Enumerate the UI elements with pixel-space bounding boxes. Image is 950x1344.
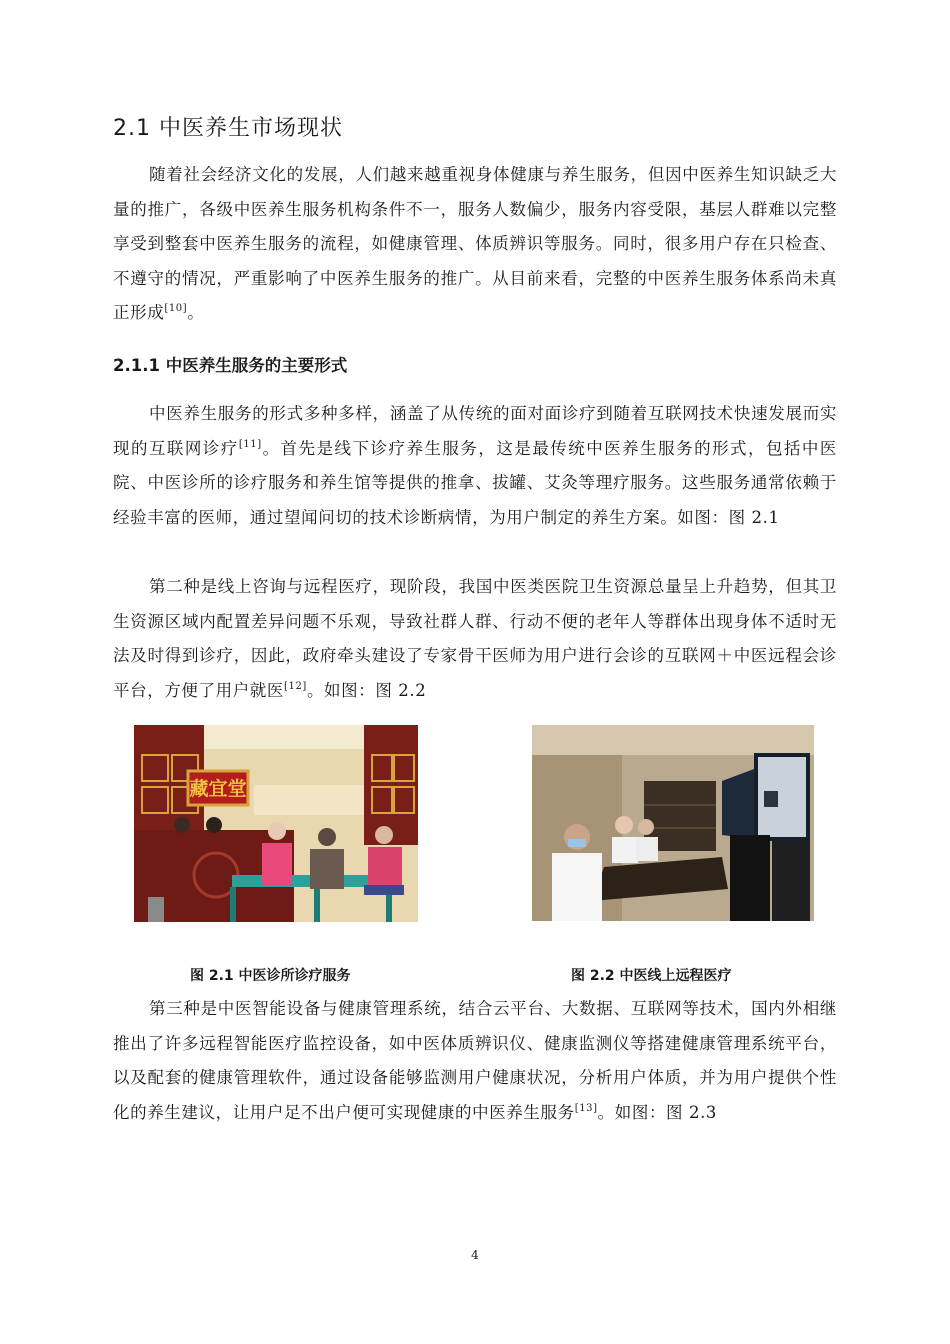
intro-end: 。	[187, 303, 205, 323]
p3-text-b: 。如图：图 2.3	[597, 1102, 718, 1122]
paragraph-2	[113, 570, 837, 708]
paragraph-1	[113, 397, 837, 535]
citation-12[interactable]: [12]	[284, 680, 307, 692]
p2-text-a: 第二种是线上咨询与远程医疗，现阶段，我国中医类医院卫生资源总量呈上升趋势，但其卫生资源区域内配置差异问题不乐观，导致社群人群、行动不便的老年人等群体出现身体不适时无法及时得到诊疗，因此，政府牵头建设了专家骨干医师为用户进行会诊的互联网＋中医远程会诊平台，方便了用户就医	[113, 577, 837, 700]
citation-13[interactable]: [13]	[574, 1102, 598, 1114]
clinic-sign-text: 藏宜堂	[189, 778, 247, 800]
p1-text-a: 中医养生服务的形式多种多样，涵盖了从传统的面对面诊疗到随着互联网技术快速发展而实现的互联网诊疗	[113, 404, 837, 458]
page-number: 4	[471, 1248, 479, 1262]
p2-text-b: 。如图：图 2.2	[306, 680, 427, 700]
p1-text-b: 。首先是线下诊疗养生服务，这是最传统中医养生服务的形式，包括中医院、中医诊所的诊疗服务和养生馆等提供的推拿、拔罐、艾灸等理疗服务。这些服务通常依赖于经验丰富的医师，通过望闻问切的技术诊断病情，为用户制定的养生方案。如图：图 2.1	[113, 438, 838, 527]
citation-11[interactable]: [11]	[238, 438, 262, 450]
figure-2-1-photo	[134, 725, 418, 922]
telemedicine-photo-illustration	[532, 725, 814, 921]
figure-2-1-caption: 图 2.1 中医诊所诊疗服务	[190, 968, 351, 984]
p3-text-a: 第三种是中医智能设备与健康管理系统，结合云平台、大数据、互联网等技术，国内外相继推出了许多远程智能医疗监控设备，如中医体质辨识仪、健康监测仪等搭建健康管理系统平台，以及配套的健康管理软件，通过设备能够监测用户健康状况，分析用户体质，并为用户提供个性化的养生建议，让用户足不出户便可实现健康的中医养生服务	[113, 999, 837, 1122]
clinic-photo-illustration	[134, 725, 418, 922]
figure-2-2-photo	[532, 725, 814, 921]
citation-10[interactable]: [10]	[164, 303, 188, 315]
section-title: 2.1 中医养生市场现状	[113, 116, 343, 141]
intro-text: 随着社会经济文化的发展，人们越来越重视身体健康与养生服务，但因中医养生知识缺乏大量的推广，各级中医养生服务机构条件不一，服务人数偏少，服务内容受限，基层人群难以完整享受到整套中医养生服务的流程，如健康管理、体质辨识等服务。同时，很多用户存在只检查、不遵守的情况，严重影响了中医养生服务的推广。从目前来看，完整的中医养生服务体系尚未真正形成	[113, 165, 837, 323]
figure-2-2-caption: 图 2.2 中医线上远程医疗	[571, 968, 732, 984]
paragraph-3	[113, 992, 837, 1130]
intro-paragraph	[113, 158, 837, 331]
subsection-title: 2.1.1 中医养生服务的主要形式	[113, 356, 348, 375]
